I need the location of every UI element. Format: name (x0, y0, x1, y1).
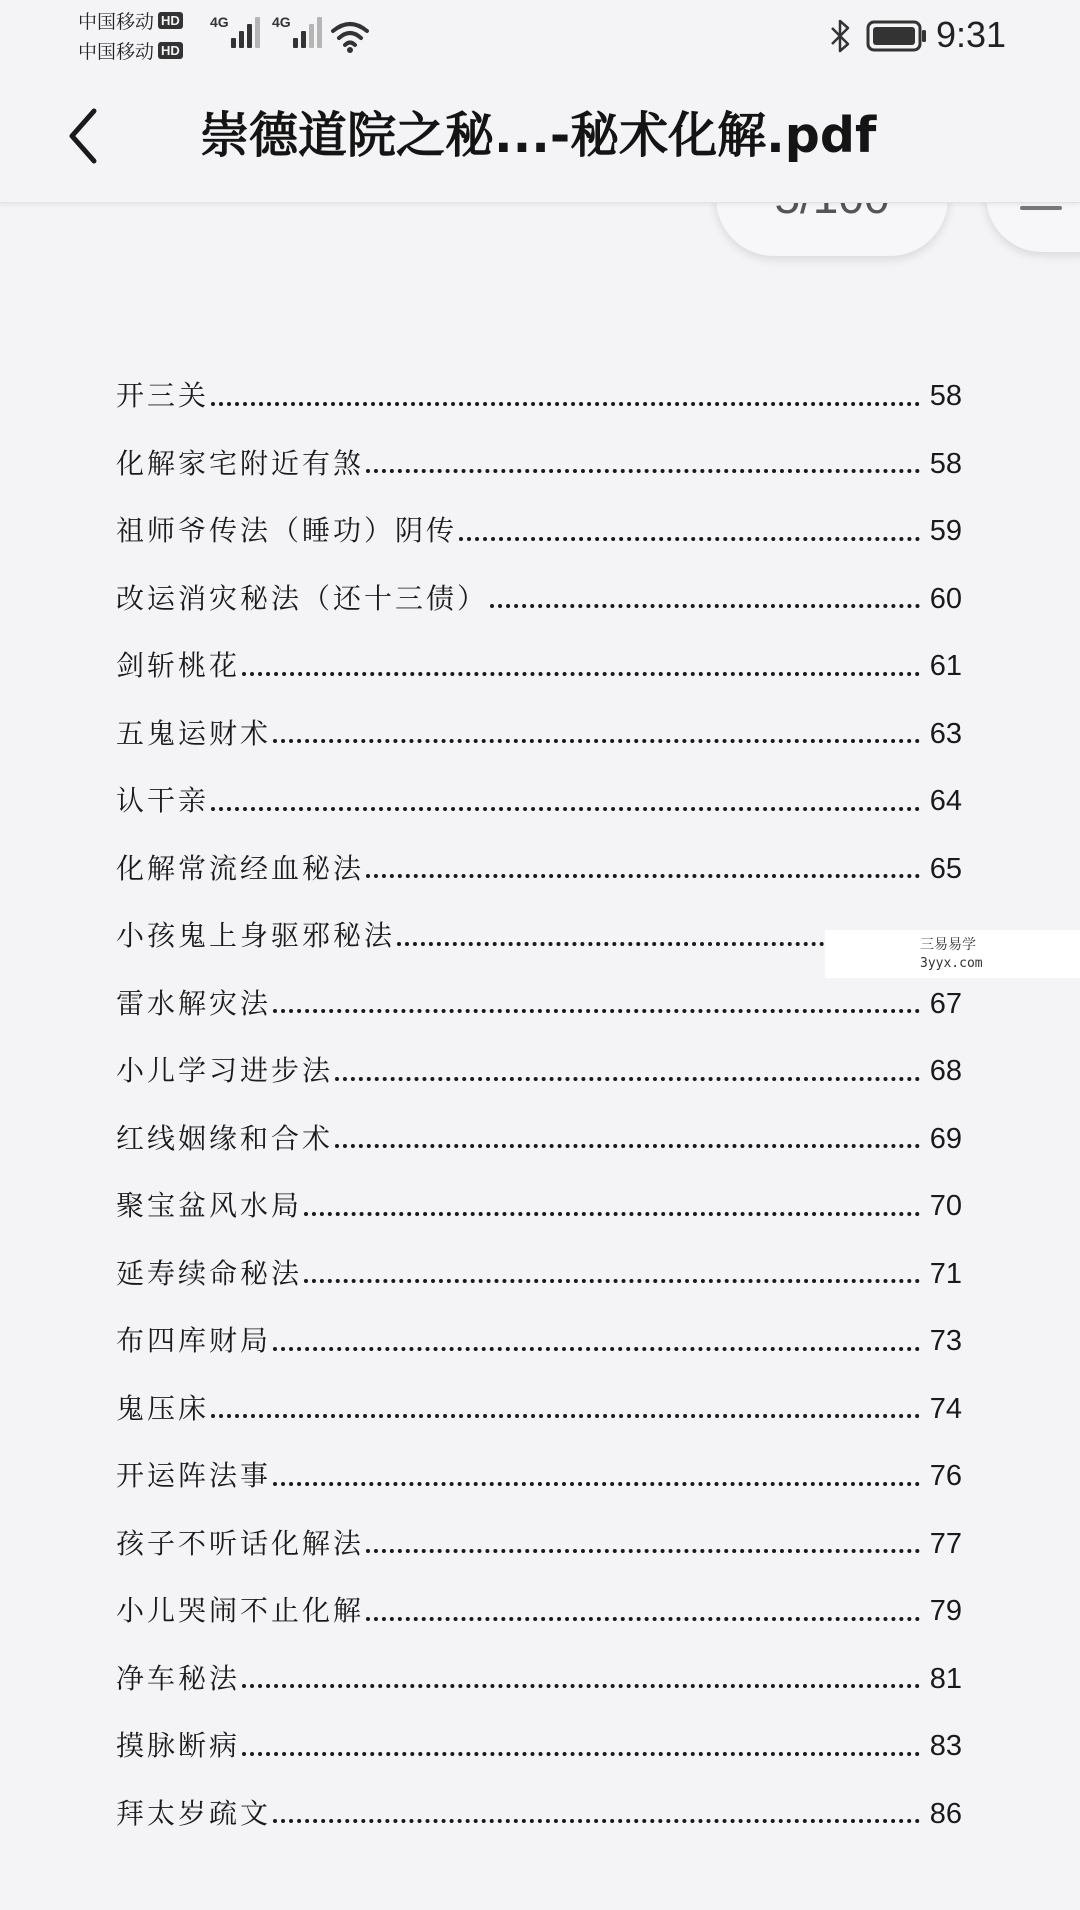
toc-entry[interactable] (116, 565, 962, 633)
toc-entry[interactable] (116, 1105, 962, 1173)
toc-entry-page: 74 (929, 1392, 962, 1425)
title-bar (0, 70, 1080, 203)
toc-entry-title: 摸脉断病 (116, 1729, 241, 1762)
toc-dot-leader (242, 1668, 920, 1688)
toc-entry[interactable] (116, 1577, 962, 1645)
toc-entry[interactable] (116, 1172, 962, 1240)
toc-entry[interactable] (116, 1240, 962, 1308)
carrier-1-name: 中国移动 (78, 10, 155, 33)
signal-1-network: 4G (210, 14, 229, 30)
carrier-1 (78, 6, 183, 34)
toc-dot-leader (304, 1196, 920, 1216)
table-of-contents (116, 362, 962, 1847)
toc-entry-title: 开运阵法事 (116, 1459, 272, 1492)
toc-entry-page: 69 (929, 1122, 962, 1155)
toc-entry-page: 79 (929, 1595, 962, 1627)
toc-entry-title: 化解常流经血秘法 (116, 851, 365, 885)
carrier-2-name: 中国移动 (78, 40, 155, 63)
toc-entry-page: 60 (929, 582, 962, 615)
toc-entry-page: 77 (929, 1527, 962, 1560)
carrier-1-hd-badge: HD (158, 12, 183, 29)
bluetooth-icon (828, 18, 852, 54)
toc-entry-title: 开三关 (116, 379, 210, 412)
toc-entry[interactable] (116, 1510, 962, 1578)
signal-2 (272, 14, 322, 48)
toc-entry-page: 76 (929, 1460, 962, 1492)
toc-entry[interactable] (116, 362, 962, 430)
toc-entry-title: 小孩鬼上身驱邪秘法 (116, 919, 396, 952)
chevron-left-icon (66, 107, 100, 165)
toc-dot-leader (366, 1601, 920, 1621)
toc-dot-leader (273, 723, 920, 743)
toc-entry-page: 59 (929, 515, 962, 547)
toc-entry-page: 63 (929, 717, 962, 750)
toc-entry-title: 小儿学习进步法 (116, 1054, 334, 1087)
toc-dot-leader (335, 1061, 920, 1081)
toc-entry-title: 小儿哭闹不止化解 (116, 1594, 365, 1627)
toc-entry-title: 雷水解灾法 (116, 986, 272, 1020)
toc-entry-page: 64 (929, 785, 962, 817)
toc-dot-leader (211, 386, 920, 406)
toc-entry-page: 67 (929, 987, 962, 1020)
toc-dot-leader (211, 791, 920, 811)
toc-entry-title: 剑斩桃花 (116, 649, 241, 682)
toc-entry-title: 红线姻缘和合术 (116, 1121, 334, 1155)
watermark (825, 930, 1080, 978)
status-bar (0, 0, 1080, 70)
toc-entry-page: 83 (929, 1730, 962, 1762)
toc-entry-page: 81 (929, 1662, 962, 1695)
toc-dot-leader (242, 1736, 920, 1756)
toc-entry-title: 拜太岁疏文 (116, 1796, 272, 1830)
toc-entry-page: 65 (929, 852, 962, 885)
toc-dot-leader (366, 453, 920, 473)
toc-entry[interactable] (116, 497, 962, 565)
toc-entry-page: 70 (929, 1190, 962, 1222)
toc-entry[interactable] (116, 430, 962, 498)
toc-entry[interactable] (116, 1307, 962, 1375)
watermark-url: 3yyx.com (920, 956, 983, 971)
toc-dot-leader (242, 656, 920, 676)
toc-entry[interactable] (116, 835, 962, 903)
toc-entry-page: 86 (929, 1797, 962, 1830)
watermark-name: 三易易学 (920, 937, 976, 953)
toc-entry-title: 聚宝盆风水局 (116, 1189, 303, 1222)
toc-entry-title: 祖师爷传法（睡功）阴传 (116, 514, 458, 547)
toc-entry-title: 化解家宅附近有煞 (116, 446, 365, 480)
signal-1 (210, 14, 260, 48)
carrier-2-hd-badge: HD (158, 42, 183, 59)
toc-entry-title: 布四库财局 (116, 1324, 272, 1357)
toc-entry[interactable] (116, 632, 962, 700)
toc-dot-leader (211, 1398, 920, 1418)
toc-entry[interactable] (116, 1037, 962, 1105)
carrier-info (78, 6, 183, 64)
toc-entry[interactable] (116, 767, 962, 835)
toc-entry-page: 68 (929, 1055, 962, 1087)
document-title: 崇德道院之秘...-秘术化解.pdf (200, 107, 877, 164)
toc-entry-title: 延寿续命秘法 (116, 1256, 303, 1290)
toc-entry[interactable] (116, 1645, 962, 1713)
toc-entry-title: 净车秘法 (116, 1661, 241, 1695)
toc-entry[interactable] (116, 1780, 962, 1848)
toc-entry-title: 改运消灾秘法（还十三债） (116, 581, 489, 615)
clock: 9:31 (936, 14, 1007, 55)
toc-dot-leader (366, 1533, 920, 1553)
toc-entry[interactable] (116, 700, 962, 768)
toc-entry[interactable] (116, 1375, 962, 1443)
signal-2-network: 4G (272, 14, 291, 30)
toc-entry-title: 孩子不听话化解法 (116, 1526, 365, 1560)
back-button[interactable] (58, 104, 108, 168)
toc-entry[interactable] (116, 970, 962, 1038)
toc-dot-leader (304, 1263, 920, 1283)
signal-bars-icon (231, 14, 260, 48)
toc-entry-title: 认干亲 (116, 784, 210, 817)
toc-entry-page: 71 (929, 1257, 962, 1290)
toc-dot-leader (273, 993, 920, 1013)
wifi-icon (330, 18, 370, 54)
toc-entry[interactable] (116, 1442, 962, 1510)
toc-dot-leader (459, 521, 920, 541)
menu-icon (1020, 206, 1062, 210)
toc-dot-leader (273, 1803, 920, 1823)
toc-dot-leader (335, 1128, 920, 1148)
toc-entry-page: 58 (929, 380, 962, 412)
carrier-2 (78, 36, 183, 64)
toc-entry[interactable] (116, 1712, 962, 1780)
toc-dot-leader (490, 588, 920, 608)
toc-entry-title: 鬼压床 (116, 1391, 210, 1425)
toc-entry-page: 58 (929, 447, 962, 480)
toc-dot-leader (273, 1466, 920, 1486)
toc-dot-leader (273, 1331, 920, 1351)
toc-entry-title: 五鬼运财术 (116, 716, 272, 750)
toc-dot-leader (366, 858, 920, 878)
battery-icon (866, 20, 928, 52)
signal-bars-icon (293, 14, 322, 48)
toc-entry-page: 73 (929, 1325, 962, 1357)
toc-entry-page: 61 (929, 650, 962, 682)
